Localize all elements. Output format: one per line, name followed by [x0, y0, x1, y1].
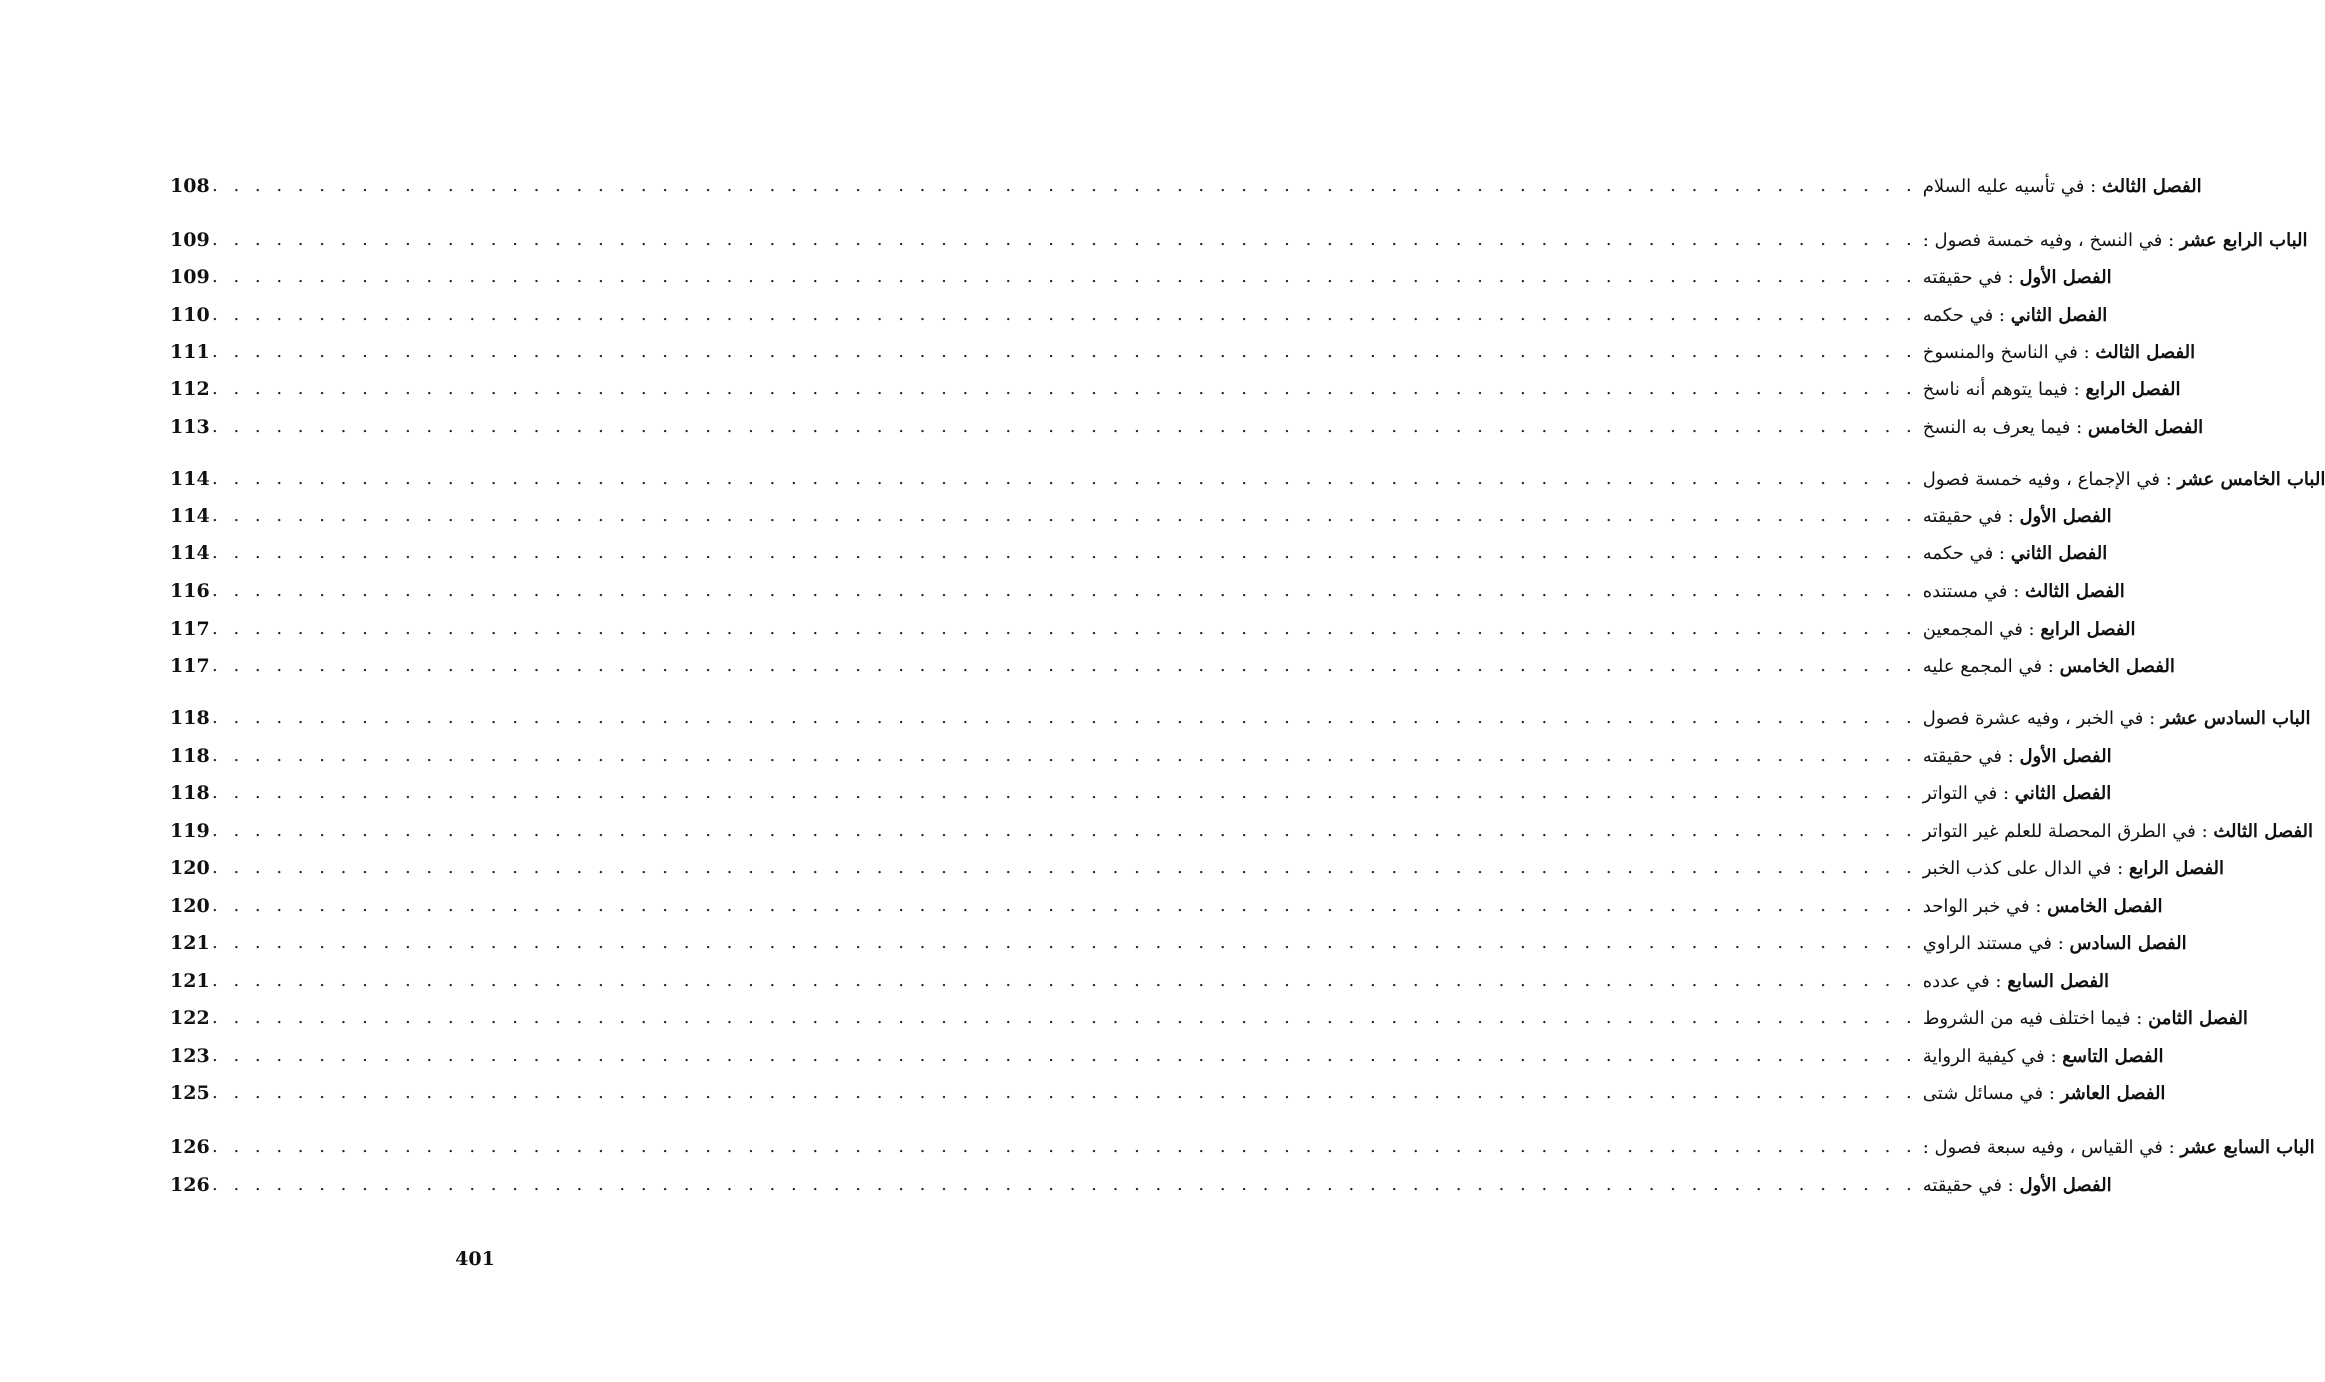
- toc-text: : في كيفية الرواية: [1922, 1045, 2057, 1067]
- toc-text: : في المجمع عليه: [1922, 655, 2054, 677]
- toc-title: [1923, 1046, 2164, 1067]
- toc-title: [1923, 971, 2109, 992]
- dot-leader: . . . . . . . . . . . . . . . . . . . . . . . . . . . . . . . . . . . . . . . . . . . . . . . . . . . . . . . . . . . . . . . . . . . . . . . . . . . . . . . .: [212, 895, 1917, 916]
- toc-page-number: 126: [170, 1136, 210, 1158]
- dot-leader: . . . . . . . . . . . . . . . . . . . . . . . . . . . . . . . . . . . . . . . . . . . . . . . . . . . . . . . . . . . . . . . . . . . . . . . . . . . . . . . .: [212, 505, 1917, 526]
- toc-label: الباب الخامس عشر: [2177, 468, 2325, 490]
- toc-title: [1923, 543, 2108, 564]
- toc-title: [1923, 858, 2224, 879]
- toc-text: : فيما اختلف فيه من الشروط: [1922, 1007, 2143, 1029]
- toc-page-number: 120: [170, 857, 210, 879]
- toc-label: الفصل الثالث: [2025, 580, 2125, 602]
- toc-label: الفصل الأول: [2019, 505, 2112, 527]
- toc-title: [1923, 469, 2325, 490]
- toc-page-number: 126: [170, 1174, 210, 1196]
- dot-leader: . . . . . . . . . . . . . . . . . . . . . . . . . . . . . . . . . . . . . . . . . . . . . . . . . . . . . . . . . . . . . . . . . . . . . . . . . . . . . . . .: [212, 378, 1917, 399]
- toc-section-entry: [170, 168, 2202, 204]
- toc-label: الفصل الثالث: [2095, 341, 2196, 363]
- toc-section-entry: [170, 850, 2225, 886]
- toc-text: : في القياس ، وفيه سبعة فصول :: [1922, 1136, 2175, 1158]
- toc-page-number: 109: [170, 266, 210, 288]
- toc-text: : في التواتر: [1922, 782, 2010, 804]
- dot-leader: . . . . . . . . . . . . . . . . . . . . . . . . . . . . . . . . . . . . . . . . . . . . . . . . . . . . . . . . . . . . . . . . . . . . . . . . . . . . . . . .: [212, 618, 1917, 639]
- toc-title: [1923, 783, 2112, 804]
- toc-page-number: 114: [170, 505, 210, 527]
- toc-page-number: 120: [170, 895, 210, 917]
- toc-page-number: 108: [170, 175, 210, 197]
- toc-label: الفصل العاشر: [2060, 1082, 2166, 1104]
- toc-page-number: 116: [170, 580, 210, 602]
- toc-title: [1923, 342, 2195, 363]
- toc-section-entry: [170, 1000, 2248, 1036]
- toc-page-number: 112: [170, 378, 210, 400]
- toc-section-entry: [170, 498, 2112, 534]
- toc-page-number: 114: [170, 542, 210, 564]
- toc-page-number: 109: [170, 229, 210, 251]
- toc-chapter-entry: [170, 1129, 2315, 1165]
- toc-section-entry: [170, 409, 2204, 445]
- toc-section-entry: [170, 1167, 2112, 1203]
- dot-leader: . . . . . . . . . . . . . . . . . . . . . . . . . . . . . . . . . . . . . . . . . . . . . . . . . . . . . . . . . . . . . . . . . . . . . . . . . . . . . . . .: [212, 1174, 1917, 1195]
- toc-text: : في خبر الواحد: [1922, 895, 2042, 917]
- toc-section-entry: [170, 1075, 2166, 1111]
- toc-page-number: 117: [170, 618, 210, 640]
- toc-text: : في عدده: [1922, 970, 2002, 992]
- toc-label: الفصل الأول: [2019, 1174, 2112, 1196]
- toc-title: [1923, 656, 2175, 677]
- dot-leader: . . . . . . . . . . . . . . . . . . . . . . . . . . . . . . . . . . . . . . . . . . . . . . . . . . . . . . . . . . . . . . . . . . . . . . . . . . . . . . . .: [212, 782, 1917, 803]
- toc-text: : فيما يتوهم أنه ناسخ: [1922, 378, 2080, 400]
- toc-section-entry: [170, 259, 2112, 295]
- toc-section-entry: [170, 925, 2187, 961]
- toc-text: : في الطرق المحصلة للعلم غير التواتر: [1922, 820, 2208, 842]
- toc-title: [1923, 230, 2308, 251]
- toc-label: الفصل الثامن: [2148, 1007, 2248, 1029]
- toc-label: الفصل الخامس: [2087, 416, 2204, 438]
- toc-title: [1923, 933, 2187, 954]
- toc-section-entry: [170, 334, 2196, 370]
- toc-label: الفصل السادس: [2069, 932, 2187, 954]
- toc-section-entry: [170, 813, 2314, 849]
- toc-label: الباب السادس عشر: [2160, 707, 2311, 729]
- toc-page-number: 113: [170, 416, 210, 438]
- toc-title: [1923, 581, 2125, 602]
- page-number: 401: [455, 1248, 495, 1270]
- dot-leader: . . . . . . . . . . . . . . . . . . . . . . . . . . . . . . . . . . . . . . . . . . . . . . . . . . . . . . . . . . . . . . . . . . . . . . . . . . . . . . . .: [212, 416, 1917, 437]
- toc-label: الفصل التاسع: [2062, 1045, 2164, 1067]
- toc-title: [1923, 417, 2203, 438]
- toc-page-number: 110: [170, 304, 210, 326]
- toc-title: [1923, 746, 2112, 767]
- toc-page-number: 114: [170, 468, 210, 490]
- toc-section-entry: [170, 573, 2125, 609]
- toc-text: : في حكمه: [1922, 304, 2005, 326]
- toc-section-entry: [170, 648, 2175, 684]
- toc-title: [1923, 619, 2136, 640]
- toc-text: : في حكمه: [1922, 542, 2005, 564]
- dot-leader: . . . . . . . . . . . . . . . . . . . . . . . . . . . . . . . . . . . . . . . . . . . . . . . . . . . . . . . . . . . . . . . . . . . . . . . . . . . . . . . .: [212, 1082, 1917, 1103]
- dot-leader: . . . . . . . . . . . . . . . . . . . . . . . . . . . . . . . . . . . . . . . . . . . . . . . . . . . . . . . . . . . . . . . . . . . . . . . . . . . . . . . .: [212, 1136, 1917, 1157]
- dot-leader: . . . . . . . . . . . . . . . . . . . . . . . . . . . . . . . . . . . . . . . . . . . . . . . . . . . . . . . . . . . . . . . . . . . . . . . . . . . . . . . .: [212, 932, 1917, 953]
- dot-leader: . . . . . . . . . . . . . . . . . . . . . . . . . . . . . . . . . . . . . . . . . . . . . . . . . . . . . . . . . . . . . . . . . . . . . . . . . . . . . . . .: [212, 820, 1917, 841]
- toc-title: [1923, 267, 2112, 288]
- toc-chapter-entry: [170, 222, 2308, 258]
- toc-chapter-entry: [170, 700, 2311, 736]
- toc-title: [1923, 305, 2108, 326]
- toc-label: الفصل الرابع: [2040, 618, 2136, 640]
- toc-label: الفصل السابع: [2007, 970, 2109, 992]
- toc-text: : في المجمعين: [1922, 618, 2035, 640]
- toc-section-entry: [170, 738, 2112, 774]
- toc-page-number: 117: [170, 655, 210, 677]
- toc-text: : في مستنده: [1922, 580, 2020, 602]
- dot-leader: . . . . . . . . . . . . . . . . . . . . . . . . . . . . . . . . . . . . . . . . . . . . . . . . . . . . . . . . . . . . . . . . . . . . . . . . . . . . . . . .: [212, 341, 1917, 362]
- dot-leader: . . . . . . . . . . . . . . . . . . . . . . . . . . . . . . . . . . . . . . . . . . . . . . . . . . . . . . . . . . . . . . . . . . . . . . . . . . . . . . . .: [212, 857, 1917, 878]
- toc-text: : في النسخ ، وفيه خمسة فصول :: [1922, 229, 2175, 251]
- toc-text: : في حقيقته: [1922, 745, 2014, 767]
- toc-text: : في حقيقته: [1922, 505, 2014, 527]
- toc-page-number: 118: [170, 782, 210, 804]
- toc-label: الفصل الثاني: [2014, 782, 2112, 804]
- toc-text: : في حقيقته: [1922, 1174, 2014, 1196]
- toc-page-number: 125: [170, 1082, 210, 1104]
- toc-title: [1923, 708, 2311, 729]
- toc-page-number: 121: [170, 932, 210, 954]
- toc-title: [1923, 1175, 2112, 1196]
- toc-title: [1923, 506, 2112, 527]
- toc-page-number: 121: [170, 970, 210, 992]
- toc-label: الفصل الثالث: [2213, 820, 2314, 842]
- dot-leader: . . . . . . . . . . . . . . . . . . . . . . . . . . . . . . . . . . . . . . . . . . . . . . . . . . . . . . . . . . . . . . . . . . . . . . . . . . . . . . . .: [212, 655, 1917, 676]
- toc-page-number: 111: [170, 341, 210, 363]
- toc-title: [1923, 1008, 2248, 1029]
- toc-page-number: 123: [170, 1045, 210, 1067]
- toc-page-number: 118: [170, 745, 210, 767]
- toc-text: : في الإجماع ، وفيه خمسة فصول: [1922, 468, 2172, 490]
- toc-title: [1923, 1083, 2166, 1104]
- toc-chapter-entry: [170, 461, 2325, 497]
- dot-leader: . . . . . . . . . . . . . . . . . . . . . . . . . . . . . . . . . . . . . . . . . . . . . . . . . . . . . . . . . . . . . . . . . . . . . . . . . . . . . . . .: [212, 580, 1917, 601]
- toc-section-entry: [170, 535, 2108, 571]
- dot-leader: . . . . . . . . . . . . . . . . . . . . . . . . . . . . . . . . . . . . . . . . . . . . . . . . . . . . . . . . . . . . . . . . . . . . . . . . . . . . . . . .: [212, 707, 1917, 728]
- toc-title: [1923, 821, 2313, 842]
- dot-leader: . . . . . . . . . . . . . . . . . . . . . . . . . . . . . . . . . . . . . . . . . . . . . . . . . . . . . . . . . . . . . . . . . . . . . . . . . . . . . . . .: [212, 468, 1917, 489]
- toc-section-entry: [170, 611, 2136, 647]
- toc-section-entry: [170, 371, 2181, 407]
- dot-leader: . . . . . . . . . . . . . . . . . . . . . . . . . . . . . . . . . . . . . . . . . . . . . . . . . . . . . . . . . . . . . . . . . . . . . . . . . . . . . . . .: [212, 970, 1917, 991]
- toc-text: : فيما يعرف به النسخ: [1922, 416, 2083, 438]
- dot-leader: . . . . . . . . . . . . . . . . . . . . . . . . . . . . . . . . . . . . . . . . . . . . . . . . . . . . . . . . . . . . . . . . . . . . . . . . . . . . . . . .: [212, 229, 1917, 250]
- toc-section-entry: [170, 1038, 2164, 1074]
- toc-label: الفصل الأول: [2019, 266, 2112, 288]
- toc-label: الفصل الرابع: [2085, 378, 2181, 400]
- dot-leader: . . . . . . . . . . . . . . . . . . . . . . . . . . . . . . . . . . . . . . . . . . . . . . . . . . . . . . . . . . . . . . . . . . . . . . . . . . . . . . . .: [212, 1045, 1917, 1066]
- toc-text: : في مسائل شتى: [1922, 1082, 2055, 1104]
- toc-label: الفصل الثالث: [2101, 175, 2202, 197]
- toc-text: : في مستند الراوي: [1922, 932, 2064, 954]
- toc-section-entry: [170, 963, 2109, 999]
- toc-label: الفصل الخامس: [2047, 895, 2163, 917]
- toc-label: الفصل الرابع: [2128, 857, 2225, 879]
- toc-label: الفصل الثاني: [2010, 304, 2108, 326]
- toc-page-number: 118: [170, 707, 210, 729]
- toc-section-entry: [170, 297, 2108, 333]
- toc-section-entry: [170, 775, 2112, 811]
- toc-label: الباب السابع عشر: [2180, 1136, 2315, 1158]
- dot-leader: . . . . . . . . . . . . . . . . . . . . . . . . . . . . . . . . . . . . . . . . . . . . . . . . . . . . . . . . . . . . . . . . . . . . . . . . . . . . . . . .: [212, 304, 1917, 325]
- dot-leader: . . . . . . . . . . . . . . . . . . . . . . . . . . . . . . . . . . . . . . . . . . . . . . . . . . . . . . . . . . . . . . . . . . . . . . . . . . . . . . . .: [212, 1007, 1917, 1028]
- toc-title: [1923, 1137, 2315, 1158]
- toc-page-number: 119: [170, 820, 210, 842]
- toc-text: : في الخبر ، وفيه عشرة فصول: [1922, 707, 2156, 729]
- toc-text: : في الدال على كذب الخبر: [1922, 857, 2124, 879]
- toc-text: : في تأسيه عليه السلام: [1922, 175, 2097, 197]
- toc-text: : في حقيقته: [1922, 266, 2014, 288]
- toc-label: الفصل الأول: [2019, 745, 2112, 767]
- dot-leader: . . . . . . . . . . . . . . . . . . . . . . . . . . . . . . . . . . . . . . . . . . . . . . . . . . . . . . . . . . . . . . . . . . . . . . . . . . . . . . . .: [212, 266, 1917, 287]
- toc-section-entry: [170, 888, 2163, 924]
- toc-page-number: 122: [170, 1007, 210, 1029]
- toc-label: الفصل الخامس: [2059, 655, 2175, 677]
- dot-leader: . . . . . . . . . . . . . . . . . . . . . . . . . . . . . . . . . . . . . . . . . . . . . . . . . . . . . . . . . . . . . . . . . . . . . . . . . . . . . . . .: [212, 745, 1917, 766]
- dot-leader: . . . . . . . . . . . . . . . . . . . . . . . . . . . . . . . . . . . . . . . . . . . . . . . . . . . . . . . . . . . . . . . . . . . . . . . . . . . . . . . .: [212, 542, 1917, 563]
- toc-label: الباب الرابع عشر: [2179, 229, 2308, 251]
- toc-title: [1923, 896, 2163, 917]
- dot-leader: . . . . . . . . . . . . . . . . . . . . . . . . . . . . . . . . . . . . . . . . . . . . . . . . . . . . . . . . . . . . . . . . . . . . . . . . . . . . . . . .: [212, 175, 1917, 196]
- toc-title: [1923, 176, 2202, 197]
- toc-text: : في الناسخ والمنسوخ: [1922, 341, 2090, 363]
- toc-title: [1923, 379, 2181, 400]
- toc-label: الفصل الثاني: [2010, 542, 2108, 564]
